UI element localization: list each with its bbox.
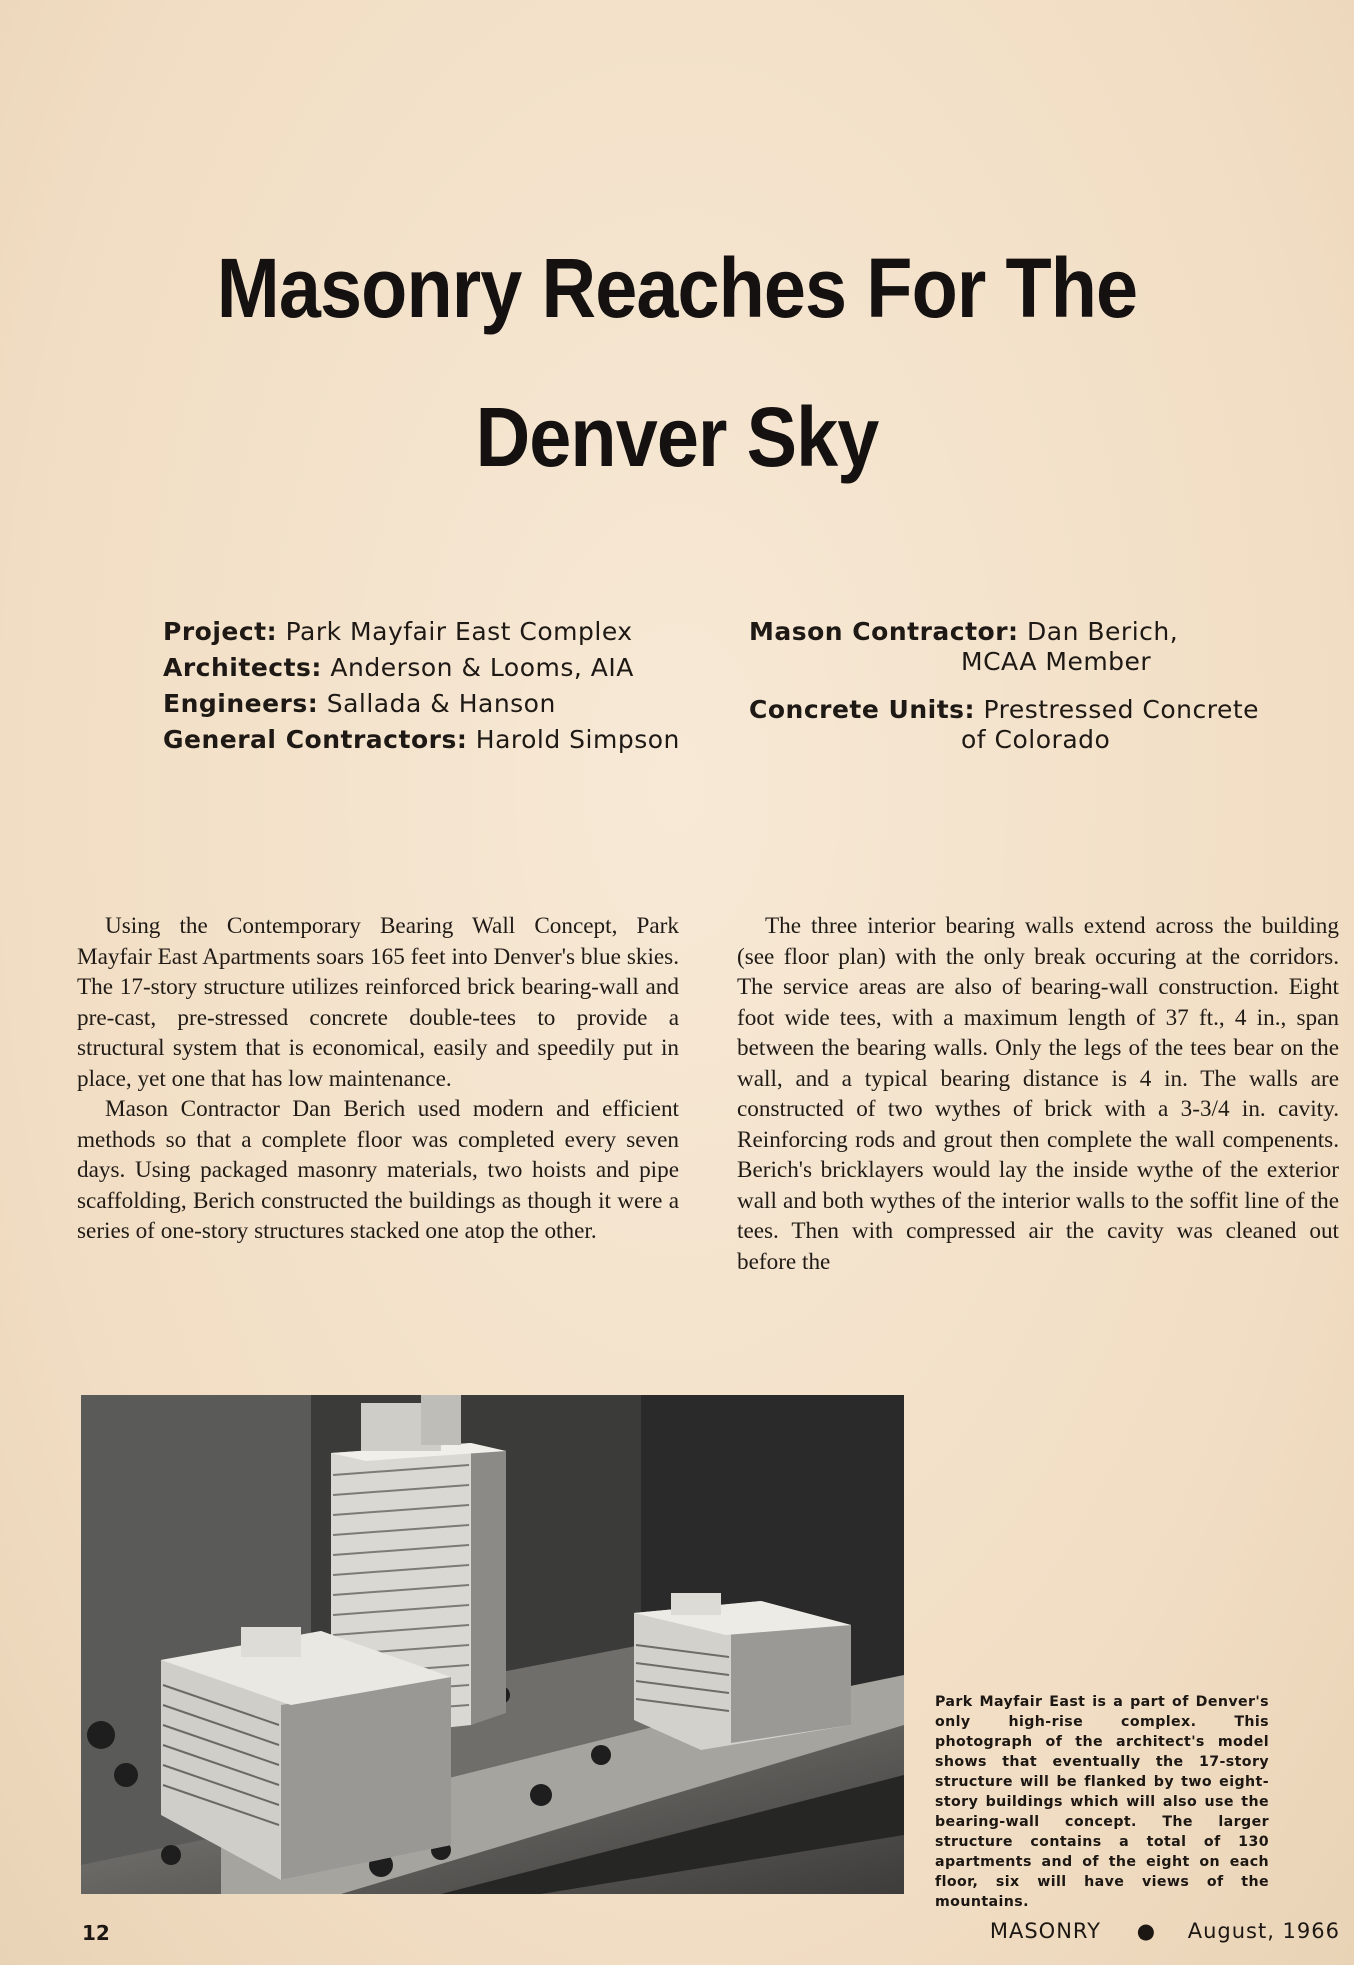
- credit-concrete-units: Concrete Units: Prestressed Concrete: [749, 695, 1260, 724]
- credit-general-contractors: General Contractors: Harold Simpson: [163, 725, 680, 754]
- credit-project: Project: Park Mayfair East Complex: [163, 617, 633, 646]
- credit-mason-contractor-cont: MCAA Member: [961, 647, 1152, 676]
- model-illustration: [81, 1395, 904, 1894]
- page-number: 12: [82, 1921, 110, 1945]
- magazine-name: MASONRY: [989, 1919, 1101, 1943]
- bullet-icon: ●: [1136, 1919, 1157, 1943]
- paragraph: The three interior bearing walls extend across the building (see floor plan) with the only break occuring at the corridors. The service areas are also of bearing-wall construction. Eight foot wide tees, with a maximum length of 37 ft., 4 in., span between the bearing walls. Only the legs of the tees bear on the wall, and a typical bearing distance is 4 in. The walls are constructed of two wythes of brick with a 3-3/4 in. cavity. Reinforcing rods and grout then complete the wall compenents. Berich's bricklayers would lay the inside wythe of the exterior wall and both wythes of the interior walls to the soffit line of the tees. Then with compressed air the cavity was cleaned out before the: [737, 913, 1339, 1275]
- title-line-1: Masonry Reaches For The: [216, 241, 1138, 335]
- issue-date: August, 1966: [1187, 1919, 1340, 1943]
- credits-left: [163, 614, 723, 758]
- credit-mason-contractor: Mason Contractor: Dan Berich,: [749, 617, 1179, 646]
- credit-engineers: Engineers: Sallada & Hanson: [163, 689, 556, 718]
- credits-right: [749, 614, 1309, 758]
- running-footer: [984, 1919, 1340, 1943]
- paragraph: Using the Contemporary Bearing Wall Concept, Park Mayfair East Apartments soars 165 feet into Denver's blue skies. The 17-story structure utilizes reinforced brick bearing-wall and pre-cast, pre-stressed concrete double-tees to provide a structural system that is economical, easily and speedily put in place, yet one that has low maintenance.: [77, 913, 679, 1092]
- body-column-2: [737, 911, 1339, 1277]
- title-line-2: Denver Sky: [475, 390, 879, 484]
- architect-model-photo: [81, 1395, 904, 1894]
- photo-caption: Park Mayfair East is a part of Denver's only high-rise complex. This photograph of the architect's model shows that eventually the 17-story structure will be flanked by two eight-story buildings which will also use the bearing-wall concept. The larger structure contains a total of 130 apartments and of the eight on each floor, six will have views of the mountains.: [935, 1694, 1269, 1910]
- credit-concrete-units-cont: of Colorado: [961, 725, 1111, 754]
- body-column-1: [77, 911, 679, 1247]
- paragraph: Mason Contractor Dan Berich used modern and efficient methods so that a complete floor was completed every seven days. Using packaged masonry materials, two hoists and pipe scaffolding, Berich constructed the buildings as though it were a series of one-story structures stacked one atop the other.: [77, 1096, 679, 1244]
- credit-architects: Architects: Anderson & Looms, AIA: [163, 653, 634, 682]
